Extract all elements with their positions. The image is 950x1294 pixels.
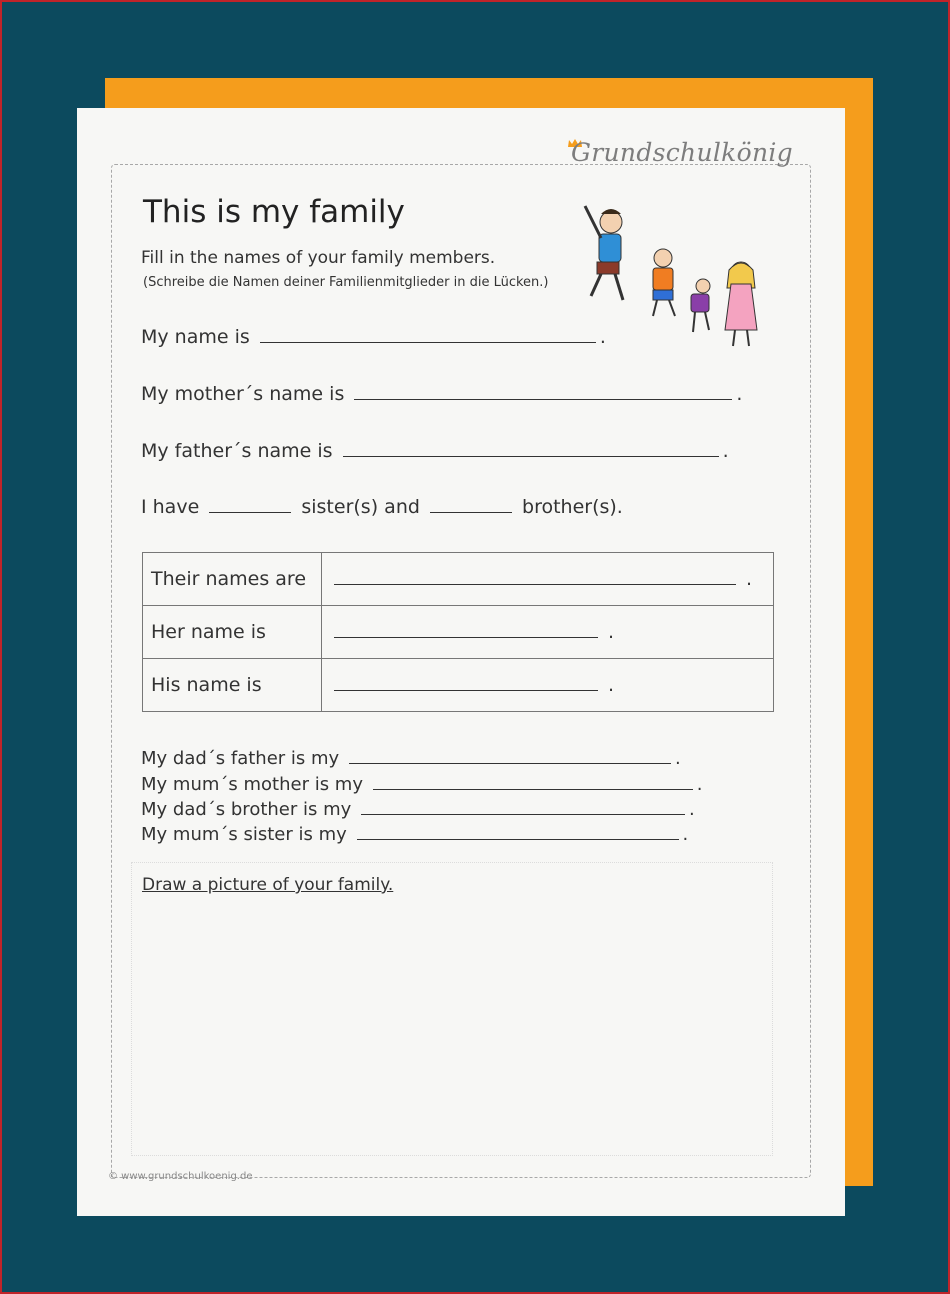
siblings-text-4: brother(s). (522, 496, 623, 518)
worksheet-page (77, 108, 845, 1216)
table-row (143, 553, 774, 606)
my-name-blank[interactable] (260, 341, 596, 343)
table-row-answer (322, 606, 774, 659)
his-name-blank[interactable] (334, 689, 598, 691)
line-end: . (696, 774, 703, 795)
mother-name-label: My mother´s name is (141, 383, 345, 405)
line-end: . (608, 621, 615, 643)
relation-label: My mum´s sister is my (141, 824, 347, 845)
father-name-label: My father´s name is (141, 440, 333, 462)
boy-figure (653, 249, 675, 316)
drawing-area[interactable] (131, 862, 773, 1156)
relation-line-1 (141, 748, 681, 769)
relation-line-3 (141, 799, 695, 820)
father-name-line (141, 440, 729, 462)
sibling-names-table (142, 552, 774, 712)
table-row (143, 606, 774, 659)
relation-blank-3[interactable] (361, 813, 685, 815)
table-row-label: Her name is (143, 606, 322, 659)
relation-blank-1[interactable] (349, 762, 671, 764)
relation-line-2 (141, 774, 702, 795)
relation-label: My mum´s mother is my (141, 774, 363, 795)
line-end: . (674, 748, 681, 769)
siblings-text-2: sister(s) (301, 496, 379, 518)
instructions: Fill in the names of your family members. (141, 248, 496, 268)
drawing-prompt: Draw a picture of your family. (142, 875, 394, 895)
siblings-line (141, 496, 623, 518)
relation-label: My dad´s father is my (141, 748, 340, 769)
relation-label: My dad´s brother is my (141, 799, 352, 820)
relation-blank-2[interactable] (373, 788, 693, 790)
table-row (143, 659, 774, 712)
instructions-german: (Schreibe die Namen deiner Familienmitglieder in die Lücken.) (143, 275, 549, 290)
brand-logo: Grundschulkönig (571, 138, 793, 167)
line-end: . (682, 824, 689, 845)
line-end: . (722, 440, 729, 462)
line-end: . (608, 674, 615, 696)
line-end: . (689, 799, 695, 820)
table-row-label: His name is (143, 659, 322, 712)
footer-copyright: © www.grundschulkoenig.de (108, 1171, 253, 1182)
girl-figure (691, 279, 710, 332)
brothers-count-blank[interactable] (430, 511, 512, 513)
my-name-line (141, 326, 606, 348)
line-end: . (746, 568, 753, 590)
my-name-label: My name is (141, 326, 250, 348)
table-row-label: Their names are (143, 553, 322, 606)
relation-line-4 (141, 824, 688, 845)
relation-blank-4[interactable] (357, 838, 679, 840)
dad-figure (585, 206, 623, 300)
table-row-answer (322, 659, 774, 712)
mother-name-line (141, 383, 742, 405)
mother-name-blank[interactable] (354, 398, 732, 400)
their-names-blank[interactable] (334, 583, 736, 585)
sisters-count-blank[interactable] (209, 511, 291, 513)
line-end: . (599, 326, 606, 348)
her-name-blank[interactable] (334, 636, 598, 638)
siblings-text-1: I have (141, 496, 200, 518)
mom-figure (725, 262, 757, 346)
table-row-answer (322, 553, 774, 606)
line-end: . (736, 383, 743, 405)
father-name-blank[interactable] (343, 455, 719, 457)
siblings-text-3: and (384, 496, 420, 518)
page-title: This is my family (143, 194, 405, 230)
